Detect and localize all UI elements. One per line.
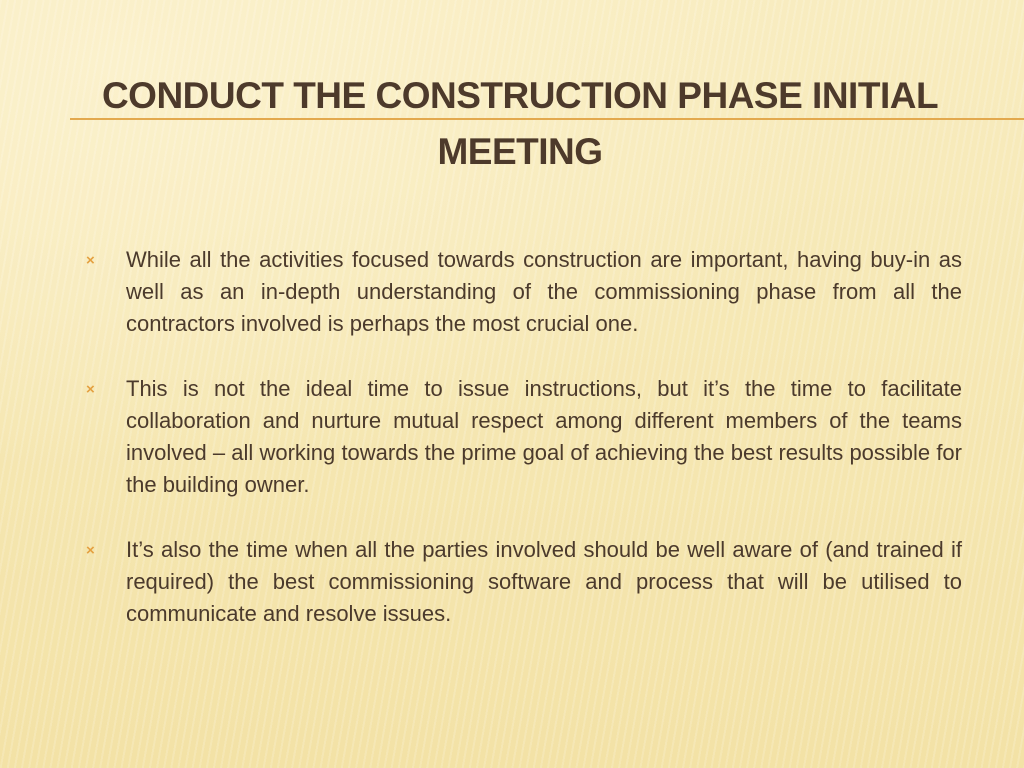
bullet-text: It’s also the time when all the parties involved should be well aware of (and trained if required) the best commissioning software and process that will be utilised to communicate and resolve issues. bbox=[126, 537, 962, 626]
x-bullet-icon: × bbox=[86, 542, 95, 559]
bullet-item bbox=[86, 534, 962, 630]
bullet-item bbox=[86, 373, 962, 501]
x-bullet-icon: × bbox=[86, 252, 95, 269]
title-divider bbox=[70, 118, 1024, 120]
bullet-text: While all the activities focused towards construction are important, having buy-in as well as an in-depth understanding of the commissioning phase from all the contractors involved is perhaps the most crucial one. bbox=[126, 247, 962, 336]
bullet-text: This is not the ideal time to issue instructions, but it’s the time to facilitate collaboration and nurture mutual respect among different members of the teams involved – all working towards the prime goal of achieving the best results possible for the building owner. bbox=[126, 376, 962, 497]
bullet-item bbox=[86, 244, 962, 340]
x-bullet-icon: × bbox=[86, 381, 95, 398]
slide-title: CONDUCT THE CONSTRUCTION PHASE INITIAL MEETING bbox=[101, 75, 939, 172]
bullet-list bbox=[86, 244, 962, 663]
